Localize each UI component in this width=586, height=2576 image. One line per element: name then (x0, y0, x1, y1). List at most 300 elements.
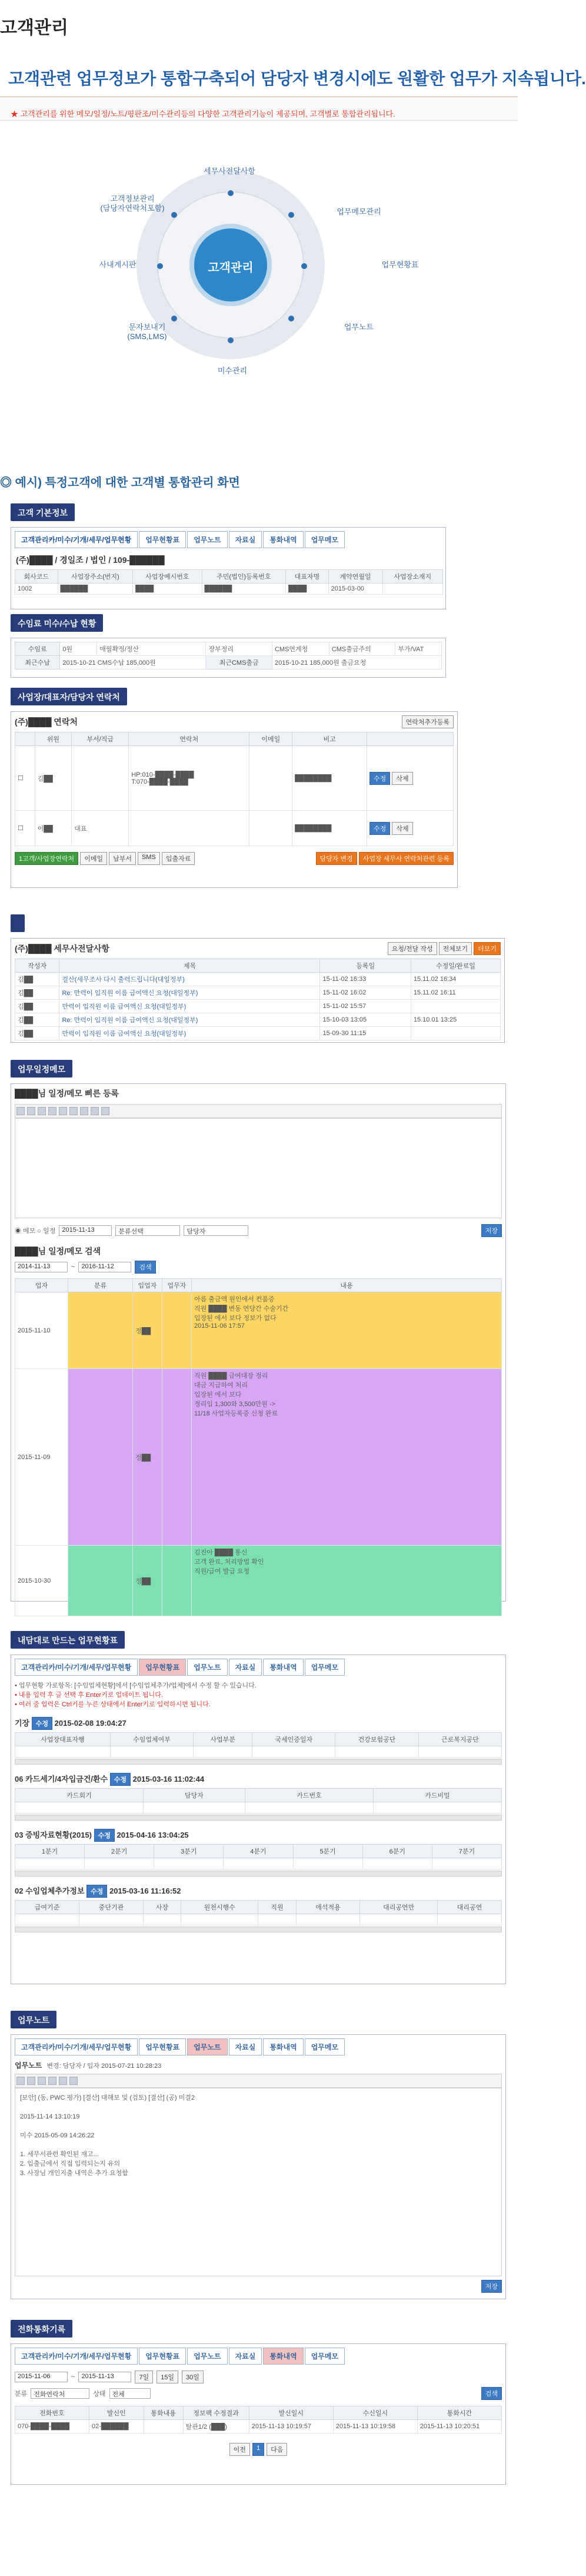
search-button[interactable]: 검색 (481, 2387, 502, 2400)
edit-button[interactable]: 수정 (94, 1829, 115, 1842)
cell: 1002 (15, 584, 58, 595)
cell: 2015-10-30 (15, 1546, 68, 1616)
col-header: 정보팩 수정결과 (183, 2406, 249, 2420)
contacts-title: (주)████ 연락처 (15, 717, 78, 727)
work-note-editor[interactable]: [보안] (동, PWC 평가) [결산] 대해보 및 (검토) [결산] (공) 미결2 2015-11-14 13:10:19 미수 2015-05-09 14:26:22 1. 세무서관련 확인된 재고... 2. 입출금에서 직접 입력되는지 유의 3. 사장님 개인지출 내역은 추가 요청함 (15, 2088, 502, 2276)
page-subtitle: 고객관련 업무정보가 통합구축되어 담당자 변경시에도 원활한 업무가 지속됩니다. (8, 69, 586, 88)
range-30-button[interactable]: 30일 (182, 2371, 204, 2383)
group-name: 기장 (15, 1719, 30, 1728)
align-icon[interactable] (59, 1107, 67, 1115)
col-header: 업무자 (162, 1279, 192, 1292)
status-label: 상태 (93, 2391, 106, 2398)
col-header: 작성자 (15, 959, 59, 973)
cell (162, 1292, 192, 1369)
col-header: 3분기 (154, 1845, 224, 1858)
cell[interactable] (335, 1746, 418, 1758)
table-row[interactable] (15, 1027, 501, 1040)
cell: ████ (133, 584, 202, 595)
tab-memo[interactable]: 업무메모 (305, 2038, 345, 2056)
section-basic-info: 고객 기본정보 (11, 503, 75, 521)
owner-select[interactable]: 담당자 (184, 1225, 248, 1236)
mode-radio[interactable]: ◉ 메모 ○ 일정 (15, 1228, 56, 1235)
cell: 장부정리 (206, 642, 272, 656)
date-input[interactable]: 2015-11-13 (59, 1225, 112, 1236)
cell: 15-09-30 11:15 (320, 1027, 411, 1040)
documents-button[interactable]: 입출자료 (162, 852, 195, 865)
table-row[interactable] (15, 1000, 501, 1013)
cell[interactable] (418, 1746, 501, 1758)
row-checkbox[interactable]: ☐ (15, 811, 35, 846)
col-header: 최근CMS출금 (206, 656, 272, 669)
table-row[interactable] (15, 2420, 502, 2434)
cell[interactable] (15, 1858, 85, 1869)
col-header: 수정일/완료일 (411, 959, 500, 973)
email-button[interactable]: 이메일 (80, 852, 107, 865)
range-separator: ~ (71, 2373, 75, 2381)
cell[interactable] (110, 1746, 193, 1758)
diagram-node-dot (228, 337, 234, 343)
date-to-input[interactable]: 2016-11-12 (78, 1262, 131, 1272)
cell-link[interactable]: 만력이 입직원 이름 급여액신 요청(대일정부) (59, 1000, 320, 1013)
group-name: 02 수임업체추가정보 (15, 1887, 85, 1895)
call-history-table (15, 2406, 502, 2434)
col-header: 통화내용 (144, 2406, 183, 2420)
col-header: 최근수납 (15, 656, 60, 669)
diagram-node-label: 미수관리 (217, 366, 248, 375)
basic-info-table (15, 569, 443, 595)
cell: 김██ (15, 1000, 59, 1013)
group-title (15, 1829, 502, 1842)
cell (411, 1000, 500, 1013)
diagram-node-label: 고객정보관리 (담당자연락처포함) (100, 194, 165, 213)
cell-link[interactable]: Re: 만력이 입직원 이름 급여액신 요청(대일정부) (59, 1013, 320, 1027)
cell: 15-11-02 15:57 (320, 1000, 411, 1013)
cell (144, 2420, 183, 2434)
col-header: 위원 (35, 732, 72, 746)
italic-icon[interactable] (27, 1107, 35, 1115)
search-button[interactable]: 검색 (135, 1261, 155, 1274)
cell: ████████ (292, 746, 367, 811)
diagram-node-dot (288, 212, 294, 218)
cell: 2015-11-09 (15, 1369, 68, 1546)
note-line: • 여러 줄 입력은 Ctrl키를 누른 상태에서 Enter키로 입력하시면 됩니다. (15, 1701, 211, 1708)
cell (162, 1369, 192, 1546)
tab-calls[interactable]: 통화내역 (263, 531, 303, 548)
date-to-input[interactable]: 2015-11-13 (78, 2372, 131, 2382)
group-date: 2015-04-16 13:04:25 (116, 1831, 189, 1839)
link-icon[interactable] (80, 1107, 88, 1115)
col-header: 발신인 (89, 2406, 144, 2420)
col-header: 7분기 (432, 1845, 501, 1858)
col-header: 회사코드 (15, 570, 58, 584)
col-header: 4분기 (224, 1845, 293, 1858)
edit-button[interactable]: 수정 (110, 1773, 131, 1786)
cell: 15-10-03 13:05 (320, 1013, 411, 1027)
col-header: 사업장주소(번지) (58, 570, 133, 584)
tab-customer[interactable]: 고객관리카/미수/기개/세무/업무현황 (15, 2038, 138, 2056)
col-header: 급여기준 (15, 1901, 79, 1914)
cell: 대표 (72, 811, 129, 846)
section-receivables: 수임료 미수/수납 현황 (11, 614, 103, 632)
tab-status[interactable]: 업무현황표 (139, 2348, 186, 2365)
cell[interactable] (181, 1914, 258, 1925)
section-call-history: 전화통화기록 (11, 2320, 72, 2338)
col-header: 등록일 (320, 959, 411, 973)
cell (68, 1292, 133, 1369)
col-header (367, 732, 454, 746)
note-line: • 내용 입력 후 글 선택 후 Enter키로 업데이트 됩니다. (15, 1692, 163, 1699)
tab-note[interactable]: 업무노트 (187, 2038, 227, 2056)
delete-button[interactable]: 삭제 (392, 772, 412, 785)
col-header: 사업장소재지 (382, 570, 442, 584)
section-work-note: 업무노트 (11, 2011, 56, 2028)
col-header (15, 732, 35, 746)
cell (382, 584, 442, 595)
col-header: 비고 (292, 732, 367, 746)
page-title: 고객관리 (0, 18, 68, 38)
cell: 김진아 ████ 통신 고객 완료, 처리방법 확인 직원/급여 발급 요청 (192, 1546, 502, 1616)
cell[interactable] (143, 1914, 181, 1925)
table-row[interactable] (15, 973, 501, 986)
cell (72, 746, 129, 811)
cell[interactable] (143, 1802, 245, 1814)
col-header: 대리공연만 (360, 1901, 437, 1914)
diagram-node-dot (228, 190, 234, 196)
cell: HP:010-████-████ T:070-████-████ (129, 746, 249, 811)
cell: 이██ (35, 811, 72, 846)
col-header: 원천시행수 (181, 1901, 258, 1914)
edit-button[interactable]: 수정 (369, 822, 390, 835)
col-header: 사업부분 (194, 1733, 252, 1746)
cell (162, 1546, 192, 1616)
horizontal-scrollbar[interactable] (15, 1927, 502, 1932)
tax-docs-panel (11, 938, 505, 1043)
table-row[interactable] (15, 986, 501, 1000)
group-date: 2015-02-08 19:04:27 (54, 1719, 126, 1728)
col-header: 계약연월일 (328, 570, 382, 584)
cell: 2015-11-10 (15, 1292, 68, 1369)
cell[interactable] (15, 1746, 111, 1758)
cell[interactable] (437, 1914, 501, 1925)
col-header: 직원 (258, 1901, 296, 1914)
col-header: 5분기 (293, 1845, 362, 1858)
cell[interactable] (252, 1746, 335, 1758)
cell[interactable] (15, 1802, 144, 1814)
cell: 15.10.01 13:25 (411, 1013, 500, 1027)
tab-bar (15, 1659, 502, 1676)
cell: ██████ (58, 584, 133, 595)
bold-icon[interactable] (16, 1107, 25, 1115)
col-header: 부서/직급 (72, 732, 129, 746)
underline-icon[interactable] (38, 2077, 46, 2085)
diagram-center-label: 고객관리 (208, 261, 254, 274)
register-button[interactable]: 저장 (481, 1224, 502, 1237)
tab-status[interactable]: 업무현황표 (139, 531, 186, 548)
cell[interactable] (15, 1914, 79, 1925)
color-icon[interactable] (48, 2077, 56, 2085)
editor-toolbar (15, 2074, 502, 2088)
list-icon[interactable] (69, 1107, 78, 1115)
cell-link[interactable]: 만력이 입직원 이름 급여액신 요청(대일정부) (59, 1027, 320, 1040)
date-from-input[interactable]: 2015-11-06 (15, 2372, 68, 2382)
col-header: 사장 (143, 1901, 181, 1914)
cell[interactable] (373, 1802, 501, 1814)
register-tax-contact-button[interactable]: 사업장 세무사 연락처관련 등록 (359, 852, 454, 865)
cell[interactable] (194, 1746, 252, 1758)
notice-text: ★ 고객관리를 위한 메모/일정/노트/평판조/미수관리등의 다양한 고객관리기능이 제공되며, 고객별로 통합관리됩니다. (11, 110, 395, 118)
schedule-table (15, 1278, 502, 1616)
tax-bill-button[interactable]: 납부서 (109, 852, 136, 865)
group-table (15, 1900, 502, 1925)
col-header: 발신일시 (249, 2406, 333, 2420)
more-button[interactable]: 더보기 (474, 942, 501, 955)
cell[interactable] (296, 1914, 360, 1925)
cell: 김██ (15, 1013, 59, 1027)
cell: ████████ (292, 811, 367, 846)
col-header: 입업자 (133, 1279, 162, 1292)
tab-note[interactable]: 업무노트 (187, 1659, 227, 1676)
page-1-button[interactable]: 1 (252, 2443, 264, 2456)
cell: 정██ (133, 1546, 162, 1616)
group-table (15, 1844, 502, 1869)
row-checkbox[interactable]: ☐ (15, 746, 35, 811)
bold-icon[interactable] (16, 2077, 25, 2085)
group-name: 03 증빙자료현황(2015) (15, 1831, 92, 1839)
col-header: 연락처 (129, 732, 249, 746)
row-actions (367, 811, 454, 846)
receivables-panel (11, 638, 446, 678)
cell: 김██ (35, 746, 72, 811)
table-row (15, 746, 454, 811)
diagram-node-dot (288, 316, 294, 321)
tab-memo[interactable]: 업무메모 (305, 1659, 345, 1676)
write-button[interactable]: 요청/전달 작성 (388, 942, 437, 955)
cell: 매월확정/정산 (97, 642, 206, 656)
table-row[interactable] (15, 1013, 501, 1027)
cell[interactable] (432, 1858, 501, 1869)
col-header: 통화시간 (417, 2406, 501, 2420)
tab-customer[interactable]: 고객관리카/미수/기개/세무/업무현황 (15, 1659, 138, 1676)
edit-button[interactable]: 수정 (369, 772, 390, 785)
tab-files[interactable]: 자료실 (229, 2038, 262, 2056)
cell[interactable] (245, 1802, 374, 1814)
diagram-node-label: 사내계시판 (99, 260, 136, 269)
section-contacts: 사업장/대표자/담당자 연락처 (11, 688, 127, 705)
col-header: 분류 (68, 1279, 133, 1292)
contacts-add-button[interactable]: 연락처추가등록 (402, 715, 454, 728)
tab-status[interactable]: 업무현황표 (139, 2038, 186, 2056)
sms-button[interactable]: SMS (138, 852, 160, 865)
horizontal-scrollbar[interactable] (15, 1871, 502, 1877)
cell: 15-11-02 16:33 (320, 973, 411, 986)
cell: 2015-03-00 (328, 584, 382, 595)
col-header: 대리공연 (437, 1901, 501, 1914)
cell: 0원 (60, 642, 97, 656)
example-heading: ◎ 예시) 특정고객에 대한 고객별 통합관리 화면 (0, 476, 240, 489)
delete-button[interactable]: 삭제 (392, 822, 412, 835)
group-date: 2015-03-16 11:02:44 (132, 1775, 205, 1783)
receivables-table (15, 642, 442, 669)
tab-note[interactable]: 업무노트 (187, 2348, 227, 2365)
work-note-meta: 변경: 담당자 / 입자 2015-07-21 10:28:23 (46, 2062, 162, 2070)
range-15-button[interactable]: 15일 (157, 2371, 178, 2383)
col-header: 제목 (59, 959, 320, 973)
cell (68, 1546, 133, 1616)
group-table (15, 1788, 502, 1814)
col-header: 전화번호 (15, 2406, 89, 2420)
next-page-button[interactable]: 다음 (267, 2443, 287, 2456)
tab-calls[interactable]: 통화내역 (263, 2038, 303, 2056)
col-header: 사업장대표자행 (15, 1733, 111, 1746)
customer-contacts-button[interactable]: 1고객/사업장연락처 (15, 852, 78, 865)
diagram-node-label: 세무사전달사항 (204, 167, 255, 175)
range-7-button[interactable]: 7일 (135, 2371, 153, 2383)
tab-customer[interactable]: 고객관리카/미수/기개/세무/업무현황 (15, 531, 138, 548)
group-table (15, 1732, 502, 1758)
col-header: 애석적용 (296, 1901, 360, 1914)
tab-memo[interactable]: 업무메모 (305, 531, 345, 548)
cell (411, 1027, 500, 1040)
diagram-node-label: 업무현황표 (381, 260, 419, 269)
cell[interactable] (293, 1858, 362, 1869)
row-actions (367, 746, 454, 811)
diagram-node-dot (157, 263, 163, 269)
cell[interactable] (224, 1858, 293, 1869)
italic-icon[interactable] (27, 2077, 35, 2085)
cell[interactable] (362, 1858, 432, 1869)
cell: 15.11.02 16:11 (411, 986, 500, 1000)
cell: 2015-11-13 10:20:51 (417, 2420, 501, 2434)
cell[interactable] (85, 1858, 154, 1869)
cell[interactable] (79, 1914, 143, 1925)
tab-status[interactable]: 업무현황표 (139, 1659, 186, 1676)
tab-files[interactable]: 자료실 (229, 531, 262, 548)
diagram-node-dot (301, 263, 307, 269)
cell: 정██ (133, 1292, 162, 1369)
tax-docs-table (15, 959, 501, 1040)
cell: 탈관1/2 (███) (183, 2420, 249, 2434)
tab-bar (15, 531, 442, 548)
col-header: 내용 (192, 1279, 502, 1292)
diagram-node-label: 업무메모관리 (337, 207, 381, 216)
cell: 김██ (15, 973, 59, 986)
tax-docs-title: (주)████ 세무사전달사항 (15, 944, 110, 953)
table-row (15, 1546, 502, 1616)
edit-button[interactable]: 수정 (86, 1885, 107, 1898)
section-schedule: 업무일정메모 (11, 1060, 72, 1078)
cell: 15.11.02 16:34 (411, 973, 500, 986)
cell (129, 811, 249, 846)
col-header: 6분기 (362, 1845, 432, 1858)
category-select[interactable]: 분류선택 (115, 1225, 180, 1236)
table-row (15, 1369, 502, 1546)
col-header: 담당자 (143, 1789, 245, 1802)
cell (68, 1369, 133, 1546)
cell-link[interactable]: 결산(세무조사 다시 출력드립니다(대일정부) (59, 973, 320, 986)
tab-bar (15, 2348, 502, 2365)
work-note-panel (11, 2034, 506, 2299)
cell[interactable] (258, 1914, 296, 1925)
group-name: 06 카드세기/4자입금건/환수 (15, 1775, 108, 1783)
col-header: 카드비밀 (373, 1789, 501, 1802)
save-button[interactable]: 저장 (481, 2280, 502, 2293)
list-icon[interactable] (69, 2077, 78, 2085)
filter-select[interactable]: 전화연락처 (31, 2388, 89, 2399)
cell: 김██ (15, 1027, 59, 1040)
color-icon[interactable] (48, 1107, 56, 1115)
note-line: • 업무현황 가로항목: [수임업체현황]에서 [수임업체추가/업체]에서 수정 할 수 있습니다. (15, 1682, 257, 1689)
date-from-input[interactable]: 2014-11-13 (15, 1262, 68, 1272)
tab-customer[interactable]: 고객관리카/미수/기개/세무/업무현황 (15, 2348, 138, 2365)
underline-icon[interactable] (38, 1107, 46, 1115)
cell: CMS출금주의 (329, 642, 395, 656)
image-icon[interactable] (91, 1107, 99, 1115)
col-header: 카드회기 (15, 1789, 144, 1802)
cell[interactable] (154, 1858, 224, 1869)
range-separator: ~ (71, 1264, 75, 1271)
col-header: 카드번호 (245, 1789, 374, 1802)
align-icon[interactable] (59, 2077, 67, 2085)
schedule-title: ████님 일정/메모 삐른 등록 (15, 1089, 119, 1098)
col-header: 수임료 (15, 642, 60, 656)
call-history-panel (11, 2343, 506, 2485)
section-status-report: 내담대로 만드는 업무현황표 (11, 1631, 125, 1649)
cell: 아름 출금액 원인에서 컨품증 직원 ████ 변동 연당간 수술기간 입장된 에서 보다 정보가 없다 2015-11-06 17:57 (192, 1292, 502, 1369)
table-row (15, 1292, 502, 1369)
col-header: 사업장예시번호 (133, 570, 202, 584)
tab-calls[interactable]: 통화내역 (263, 1659, 303, 1676)
tab-files[interactable]: 자료실 (229, 1659, 262, 1676)
filter-label: 분류 (15, 2391, 28, 2398)
cell: 부가/VAT (395, 642, 442, 656)
horizontal-scrollbar[interactable] (15, 1759, 502, 1765)
diagram-node-label: 업무노트 (344, 323, 374, 331)
contacts-table (15, 732, 454, 846)
section-tax-docs (11, 914, 25, 932)
schedule-list-title: ████님 일정/메모 검색 (15, 1246, 101, 1256)
list-button[interactable]: 전체보기 (439, 942, 472, 955)
cell (249, 811, 292, 846)
cell: ████ (286, 584, 329, 595)
cell: 02-██████ (89, 2420, 144, 2434)
table-icon[interactable] (101, 1107, 109, 1115)
diagram-node-dot (171, 316, 177, 321)
cell (249, 746, 292, 811)
cell-link[interactable]: Re: 만력이 입직원 이름 급여액신 요청(대일정부) (59, 986, 320, 1000)
cell[interactable] (360, 1914, 437, 1925)
tab-files[interactable]: 자료실 (229, 2348, 262, 2365)
schedule-editor[interactable] (15, 1118, 502, 1218)
change-manager-button[interactable]: 담당자 변경 (316, 852, 357, 865)
col-header: 업자 (15, 1279, 68, 1292)
tab-calls[interactable]: 통화내역 (263, 2348, 303, 2365)
status-select[interactable]: 전체 (109, 2388, 151, 2399)
group-date: 2015-03-16 11:16:52 (109, 1887, 181, 1895)
edit-button[interactable]: 수정 (32, 1717, 52, 1730)
col-header: 2분기 (85, 1845, 154, 1858)
prev-page-button[interactable]: 이전 (229, 2443, 250, 2456)
horizontal-scrollbar[interactable] (15, 1815, 502, 1821)
col-header: 수신일시 (333, 2406, 417, 2420)
cell: 직원 ████ 급여대장 정리 대금 지급하여 처리 입장된 에서 보다 정리입 1,300와 3,500만원 -> 11/18 사업자등록증 신청 완료 (192, 1369, 502, 1546)
table-row (15, 584, 443, 595)
cell: ██████ (202, 584, 286, 595)
contacts-panel (11, 711, 458, 888)
tab-note[interactable]: 업무노트 (187, 531, 227, 548)
cell: 정██ (133, 1369, 162, 1546)
col-header: 중단기관 (79, 1901, 143, 1914)
tab-memo[interactable]: 업무메모 (305, 2348, 345, 2365)
